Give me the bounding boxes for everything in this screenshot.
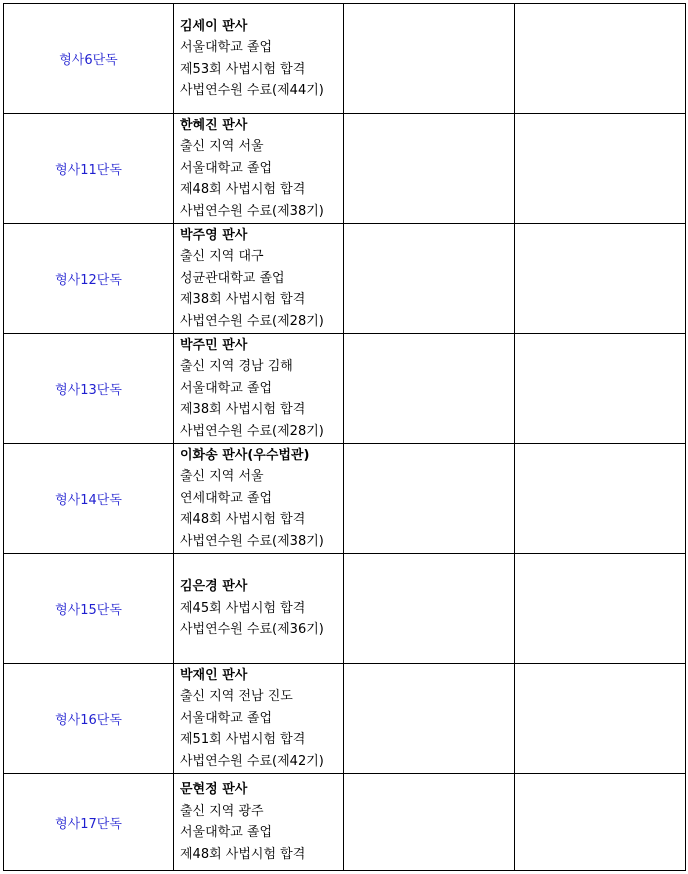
judge-info-line: 서울대학교 졸업 [180, 40, 273, 55]
judge-info-cell [174, 114, 344, 224]
empty-cell [515, 664, 686, 774]
judge-info-line: 제38회 사법시험 합격 [180, 292, 306, 308]
judge-info-cell [174, 334, 344, 444]
empty-cell [344, 664, 515, 774]
judge-info-line: 사법연수원 수료(제36기) [180, 622, 324, 638]
table-row [4, 774, 686, 871]
table-row [4, 554, 686, 664]
empty-cell [515, 444, 686, 554]
empty-cell [515, 4, 686, 114]
judge-name: 김세이 판사 [180, 18, 248, 34]
court-cell: 형사11단독 [4, 114, 174, 224]
table-row [4, 334, 686, 444]
judge-info-line: 사법연수원 수료(제28기) [180, 423, 324, 439]
judge-info-line: 출신 지역 전남 진도 [180, 689, 293, 705]
judge-info-line: 제45회 사법시험 합격 [180, 600, 306, 616]
judge-info-line: 사법연수원 수료(제38기) [180, 533, 324, 549]
judge-info-cell [174, 4, 344, 114]
empty-cell [344, 774, 515, 871]
judge-info-line: 서울대학교 졸업 [180, 710, 273, 726]
court-cell: 형사12단독 [4, 224, 174, 334]
judge-name: 박주영 판사 [180, 227, 248, 243]
court-cell: 형사6단독 [4, 4, 174, 114]
judge-info-line: 서울대학교 졸업 [180, 160, 273, 176]
judge-name: 문현정 판사 [180, 782, 248, 797]
judge-info-line: 성균관대학교 졸업 [180, 270, 285, 286]
empty-cell [344, 224, 515, 334]
judge-info-line: 출신 지역 광주 [180, 803, 264, 819]
judge-info-line: 제51회 사법시험 합격 [180, 732, 306, 748]
court-cell: 형사15단독 [4, 554, 174, 664]
judge-info-line: 출신 지역 서울 [180, 469, 264, 485]
empty-cell [515, 334, 686, 444]
table-row [4, 444, 686, 554]
table-row [4, 664, 686, 774]
judge-name: 김은경 판사 [180, 579, 248, 595]
judge-info-line: 제48회 사법시험 합격 [180, 512, 306, 528]
empty-cell [515, 224, 686, 334]
judge-info-cell [174, 774, 344, 871]
judge-info-cell [174, 664, 344, 774]
judge-name: 이화송 판사(우수법관) [180, 447, 310, 463]
court-cell: 형사16단독 [4, 664, 174, 774]
judge-info-cell [174, 554, 344, 664]
judge-info-line: 출신 지역 서울 [180, 139, 264, 155]
judge-name: 박재인 판사 [180, 667, 248, 683]
table-row [4, 114, 686, 224]
empty-cell [515, 774, 686, 871]
empty-cell [344, 114, 515, 224]
court-cell: 형사14단독 [4, 444, 174, 554]
court-cell: 형사13단독 [4, 334, 174, 444]
empty-cell [515, 114, 686, 224]
judge-info-cell [174, 444, 344, 554]
table-row [4, 4, 686, 114]
judge-info-line: 제48회 사법시험 합격 [180, 846, 306, 862]
court-cell: 형사17단독 [4, 774, 174, 871]
judge-info-line: 제48회 사법시험 합격 [180, 182, 306, 198]
empty-cell [344, 334, 515, 444]
judge-info-line: 제53회 사법시험 합격 [180, 61, 306, 77]
empty-cell [344, 4, 515, 114]
judge-info-line: 연세대학교 졸업 [180, 490, 273, 506]
judge-info-line: 출신 지역 경남 김해 [180, 359, 293, 375]
judge-info-line: 사법연수원 수료(제28기) [180, 313, 324, 329]
judge-info-line: 서울대학교 졸업 [180, 380, 273, 396]
judge-info-line: 사법연수원 수료(제44기) [180, 83, 324, 98]
judge-table-body [4, 4, 686, 871]
empty-cell [344, 554, 515, 664]
judge-info-line: 제38회 사법시험 합격 [180, 402, 306, 418]
judge-info-line: 사법연수원 수료(제42기) [180, 753, 324, 769]
judge-info-line: 출신 지역 대구 [180, 249, 264, 265]
judge-info-line: 서울대학교 졸업 [180, 825, 273, 840]
judge-info-line: 사법연수원 수료(제38기) [180, 203, 324, 219]
judge-name: 박주민 판사 [180, 337, 248, 353]
judge-name: 한혜진 판사 [180, 117, 248, 133]
judge-info-cell [174, 224, 344, 334]
empty-cell [344, 444, 515, 554]
table-row [4, 224, 686, 334]
empty-cell [515, 554, 686, 664]
judge-table [3, 3, 686, 871]
